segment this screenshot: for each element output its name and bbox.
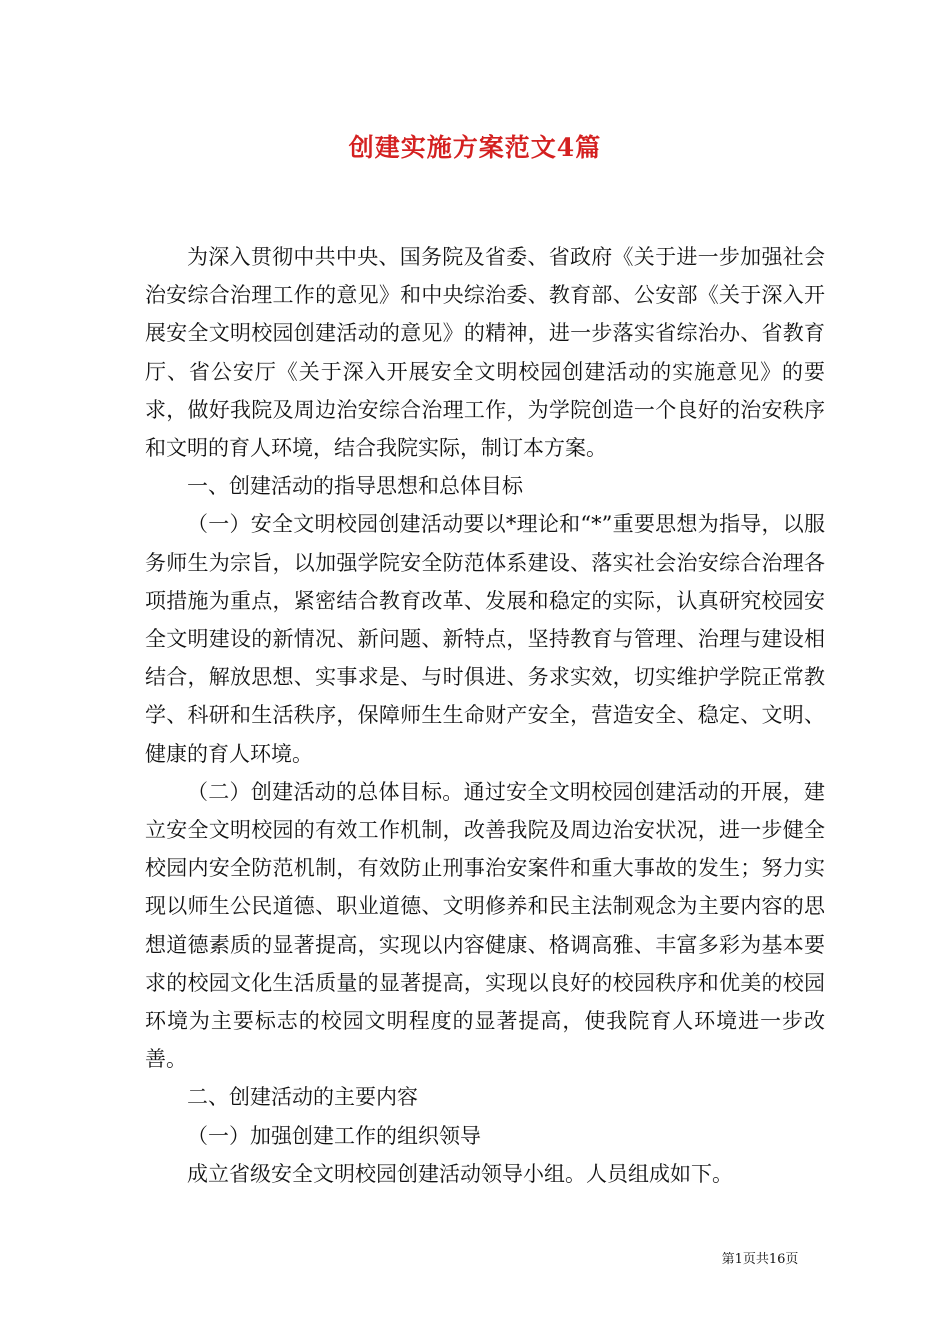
document-title: 创建实施方案范文4篇 (348, 133, 602, 162)
section-heading-2: 二、创建活动的主要内容 (187, 1085, 418, 1110)
subsection-paragraph-2: （二）创建活动的总体目标。通过安全文明校园创建活动的开展，建立安全文明校园的有效工作机制，改善我院及周边治安状况，进一步健全校园内安全防范机制，有效防止刑事治安案件和重大事故的发生；努力实现以师生公民道德、职业道德、文明修养和民主法制观念为主要内容的思想道德素质的显著提高，实现以内容健康、格调高雅、丰富多彩为基本要求的校园文化生活质量的显著提高，实现以良好的校园秩序和优美的校园环境为主要标志的校园文明程度的显著提高，使我院育人环境进一步改善。 (145, 779, 825, 1072)
intro-paragraph: 为深入贯彻中共中央、国务院及省委、省政府《关于进一步加强社会治安综合治理工作的意见》和中央综治委、教育部、公安部《关于深入开展安全文明校园创建活动的意见》的精神，进一步落实省综治办、省教育厅、省公安厅《关于深入开展安全文明校园创建活动的实施意见》的要求，做好我院及周边治安综合治理工作，为学院创造一个良好的治安秩序和文明的育人环境，结合我院实际，制订本方案。 (145, 245, 825, 461)
closing-paragraph: 成立省级安全文明校园创建活动领导小组。人员组成如下。 (187, 1161, 733, 1186)
section-heading-1: 一、创建活动的指导思想和总体目标 (187, 474, 523, 499)
subsection-heading-1: （一）加强创建工作的组织领导 (187, 1123, 481, 1148)
page-number: 第1页共16页 (721, 1252, 799, 1267)
subsection-paragraph-1: （一）安全文明校园创建活动要以*理论和“*”重要思想为指导，以服务师生为宗旨，以加强学院安全防范体系建设、落实社会治安综合治理各项措施为重点，紧密结合教育改革、发展和稳定的实际，认真研究校园安全文明建设的新情况、新问题、新特点，坚持教育与管理、治理与建设相结合，解放思想、实事求是、与时俱进、务求实效，切实维护学院正常教学、科研和生活秩序，保障师生生命财产安全，营造安全、稳定、文明、健康的育人环境。 (145, 512, 825, 766)
document-body (145, 238, 825, 1193)
